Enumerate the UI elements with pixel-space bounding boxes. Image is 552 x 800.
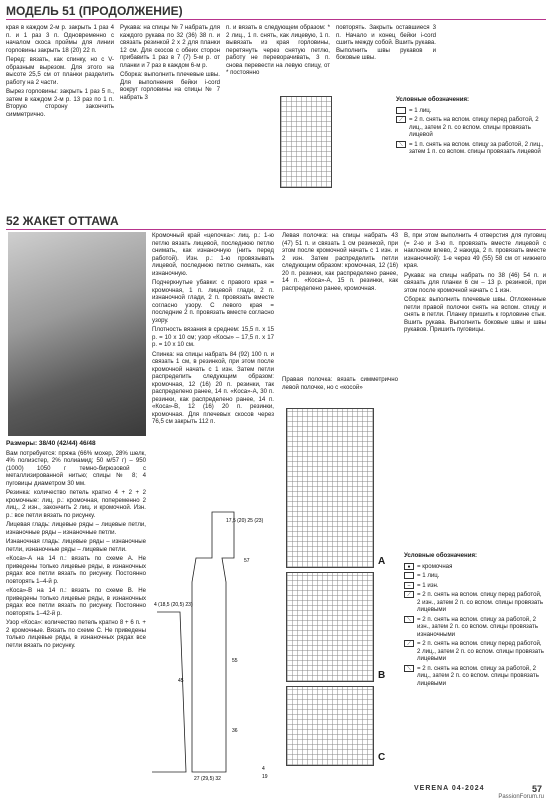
legend-row [404,582,546,590]
legend-text: = 2 п. снять на вспом. спицу перед работой, 2 лиц., затем 2 п. со вспом. спицы провязать лицевыми [417,640,544,662]
sizes: Размеры: 38/40 (42/44) 46/48 [6,440,96,447]
section-title [6,214,546,230]
paragraph: Спинка: на спицы набрать 84 (92) 100 п. и связать 1 см, в резинкой, при этом после кромочной начать с 1 изн. Затем петли распределить следующим образом: кромочная, 12 (16) 20 п. резинки, так распределено ранее, 14 п. «Коса»-А, 30 п. резинки, как распределено ранее, 14 п. «Коса»-В, 12 (16) 20 п. резинки, кромочная. Для плечевых скосов через 76,5 см закрыть 112 п. [152,350,274,425]
selvage-icon: ● [404,563,414,570]
top-legend [396,96,546,158]
legend-text: = 1 п. снять на вспом. спицу за работой, 2 лиц., затем 1 п. со вспом. спицы провязать лицевой [409,140,544,155]
watermark-site: PassionForum.ru [498,794,544,800]
legend-text: = 2 п. снять на вспом. спицу перед работой, 2 лиц., затем 2 п. со вспом. спицы провязать лицевой [409,116,539,138]
cable-icon: ⟍ [404,665,414,672]
schematic-label: 27 (29,5) 32 [194,776,221,782]
paragraph: Перед: вязать, как спинку, но с V-образным вырезом. Для этого на высоте 25,5 см от планки разделить работу на 2 части. [6,56,114,86]
schematic-label: 36 [232,728,238,734]
far-legend [404,552,546,780]
section-title-text: 52 ЖАКЕТ OTTAWA [6,214,119,228]
paragraph: Резинка: количество петель кратно 4 + 2 + 2 кромочные: лиц. р.: кромочная, попеременно 2 лиц., 2 изн., закончить 2 лиц. и кромочной. Изн. р.: все петли вязать по рисунку. [6,489,146,519]
far-col [404,232,546,548]
model-photo [8,232,146,436]
knit-icon [404,572,414,579]
page-header [6,4,546,20]
front-piece [192,512,234,772]
legend-text: = 2 п. снять на вспом. спицу перед работой, 2 изн., затем 2 п. со вспом. спицы провязать лицевыми [417,591,544,613]
paragraph: В, при этом выполнить 4 отверстия для пуговиц (= 2-ю и 3-ю п. провязать вместе лицевой с наклоном влево, 2 накида, 2 п. провязать вместе изнаночной): 1-е через 49 (55) 58 см от нижнего края. [404,232,546,269]
schematic-label: 19 [262,774,268,780]
knit-icon [396,107,406,114]
page-footer [340,784,546,798]
right-col-2 [282,376,398,406]
top-chart [280,96,332,188]
legend-row [396,107,546,115]
sleeve-piece [152,612,186,772]
chart-b-label: B [378,670,386,681]
schematic-label: 4 (18,5 (20,5) 23) [154,602,193,608]
paragraph: Подчеркнутые убавки: с правого края = кромочная, 1 п. лицевой глади, 2 п. изнаночной глади, 2 п. провязать вместе согласно узору. С левого края = последние 2 п. провязать вместе согласно узору. [152,279,274,324]
paragraph: повторять. Закрыть оставшиеся 3 п. Начало и конец бейки i-cord сшить между собой. Вшить рукава. Выполнить швы рукавов и боковые швы. [336,24,436,61]
top-col-4 [336,24,436,94]
brand-text: VERENA [414,785,449,792]
paragraph: «Коса»-А на 14 п.: вязать по схеме А. Не приведены только лицевые ряды, в изнаночных рядах все петли вязать по рисунку. Постоянно повторять 1–4-й р. [6,555,146,585]
mid-col [152,232,274,500]
chart-a-label: A [378,556,386,567]
legend-row [404,563,546,571]
paragraph: Вырез горловины: закрыть 1 раз 5 п., затем в каждом 2-м р. 13 раз по 1 п. Вторую сторону закончить симметрично. [6,88,114,118]
paragraph: Лицевая гладь: лицевые ряды – лицевые петли, изнаночные ряды – изнаночные петли. [6,521,146,536]
purl-icon: – [404,582,414,589]
schematic-label: 57 [244,558,250,564]
paragraph: Вам потребуется: пряжа (66% мохер, 28% шелк, 4% полиэстер, 2% полиамид; 50 м/57 г) – 950 (1000) 1050 г темно-бирюзовой с металлизированной нитью; спицы № 8; 4 пуговицы диаметром 30 мм. [6,449,146,487]
paragraph: Изнаночная гладь: лицевые ряды – изнаночные петли, изнаночные ряды – лицевые петли. [6,538,146,553]
paragraph: «Коса»-В на 14 п.: вязать по схеме В. Не приведены только лицевые ряды, в изнаночных рядах все петли вязать по рисунку. Постоянно повторять 1–42-й р. [6,587,146,617]
chart-c [286,686,374,766]
schematic-label: 45 [178,678,184,684]
schematic-label: 17,5 (20) 25 (23) [226,518,264,524]
legend-text: = кромочная [417,562,453,570]
top-col-1 [6,24,114,212]
legend-text: = 1 лиц. [417,572,440,579]
legend-row [404,665,546,688]
legend-row [396,141,546,156]
chart-a [286,408,374,568]
legend-row [404,640,546,663]
paragraph: Плотность вязания в среднем: 15,5 п. х 15 р. = 10 х 10 см; узор «Косы» – 17,5 п. х 17 р. = 10 х 10 см. [152,326,274,348]
legend-text: = 2 п. снять на вспом. спицу за работой, 2 изн., затем 2 п. со вспом. спицы провязать изнаночными [417,615,539,638]
cable-left-icon: ⟋ [396,116,406,123]
paragraph: Сборка: выполнить плечевые швы. Отложенные петли правой полочки снять на вспом. спицу и снять в петли. Планку пришить к горловине стык. Вшить рукава. Выполнить боковые швы и швы рукавов. Пришить пуговицы. [404,296,546,333]
cable-icon: ⟋ [404,591,414,598]
legend-row [404,591,546,614]
legend-text: = 1 лиц. [409,106,432,114]
paragraph: Узор «Коса»: количество петель кратно 8 + 6 п. + 2 кромочные. Вязать по схеме С. Не приведены только лицевые ряды, в изнаночных рядах все петли вязать по рисунку. [6,619,146,649]
paragraph: Рукава: на спицы набрать по 38 (46) 54 п. и связать для планки 6 см – 13 р. резинкой, при этом после кромочной начать с 1 изн. [404,271,546,294]
page-number: 57 [531,784,542,794]
paragraph: Левая полочка: на спицы набрать 43 (47) 51 п. и связать 1 см резинкой, при этом после кромочной начать с 1 изн. и 2 изн. Затем распределить петли следующим образом: кромочная, 12 (16) 20 п. резинки, как распределено ранее, 14 п. «Коса»-А, 15 п. резинки, как распределено ранее, кромочная. [282,232,398,292]
legend-row [396,116,546,139]
legend-text: = 1 изн. [417,581,439,589]
cable-right-icon: ⟍ [396,141,406,148]
schematic-label: 4 [262,766,265,772]
garment-schematic [152,502,278,782]
top-col-2 [120,24,220,212]
legend-title: Условные обозначения: [404,552,478,559]
paragraph: Рукава: на спицы № 7 набрать для каждого рукава по 32 (36) 38 п. и связать резинкой 2 х 2 для планки 12 см. Для скосов с обеих сторон прибавить 1 раз в 7 (7) 5-м р. от планки и 7 раз в каждом 6-м р. [120,24,220,69]
cable-icon: ⟋ [404,640,414,647]
issue-text: 04-2024 [451,785,485,792]
paragraph: края в каждом 2-м р. закрыть 1 раз 4 п. и 1 раз 3 п. Одновременно с началом скоса проймы для линии горловины закрыть 18 (20) 22 п. [6,24,114,54]
paragraph: Кромочный край «цепочка»: лиц. р.: 1-ю петлю вязать лицевой, последнюю петлю снимать, как изнаночную (нить перед работой). Изн. р.: 1-ю провязывать лицевой, последнюю петлю снимать, как изнаночную. [152,232,274,277]
legend-text: = 2 п. снять на вспом. спицу за работой, 2 лиц., затем 2 п. со вспом. спицы провязать лицевыми [417,664,539,687]
cable-icon: ⟍ [404,616,414,623]
chart-b [286,572,374,682]
legend-row [404,572,546,580]
header-title: МОДЕЛЬ 51 (ПРОДОЛЖЕНИЕ) [6,4,183,18]
left-col [6,440,146,780]
paragraph: Сборка: выполнить плечевые швы. Для выполнения бейки i-cord вокруг горловины на спицы № 7 набрать 3 [120,71,220,101]
paragraph: п. и вязать в следующем образом: * 2 лиц., 1 п. снять, как лицевую, 1 п. вывязать из края горловины, перетянуть через снятую петлю, работу не переворачивать, 3 п. снова перевести на левую спицу, от * постоянно [226,24,330,76]
legend-row [404,616,546,639]
legend-title: Условные обозначения: [396,96,470,103]
schematic-label: 55 [232,658,238,664]
chart-c-label: C [378,752,386,763]
magazine-brand [414,785,485,792]
paragraph: Правая полочка: вязать симметрично левой полочке, но с «косой» [282,376,398,391]
